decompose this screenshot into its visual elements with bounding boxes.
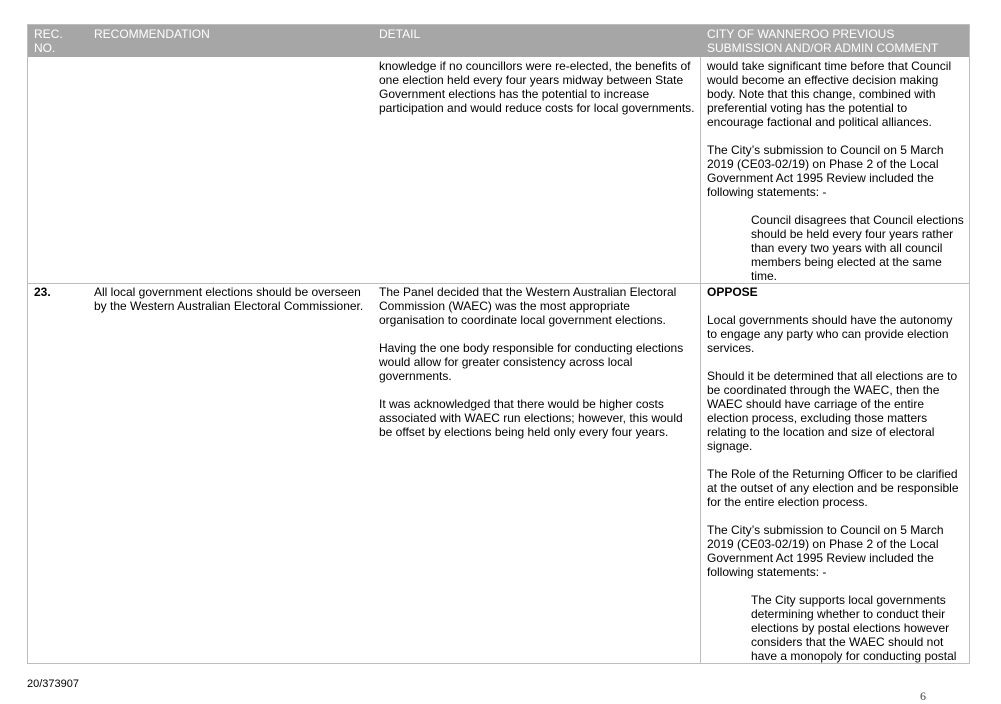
row2-rec-no: 23.: [34, 285, 51, 299]
row2-detail-p1: The Panel decided that the Western Australian Electoral Commission (WAEC) was the most appropriate organisation to coordinate local government elections.: [379, 285, 677, 327]
page-number: 6: [920, 689, 926, 703]
header-recommendation: RECOMMENDATION: [94, 27, 210, 41]
row2-detail: [379, 285, 697, 439]
row2-detail-p2: Having the one body responsible for conducting elections would allow for greater consistency across local governments.: [379, 341, 684, 383]
row1-comment-p2: The City’s submission to Council on 5 March 2019 (CE03-02/19) on Phase 2 of the Local Government Act 1995 Review included the following statements: -: [707, 143, 944, 199]
row2-comment-p1: Local governments should have the autonomy to engage any party who can provide election services.: [707, 313, 953, 355]
document-reference: 20/373907: [27, 678, 79, 690]
row1-detail: [379, 59, 697, 115]
row2-comment: [707, 285, 965, 663]
row2-comment-heading: OPPOSE: [707, 285, 758, 299]
row2-comment-quote: The City supports local governments determining whether to conduct their elections by postal elections however considers that the WAEC should not have a monopoly for conducting postal: [751, 593, 957, 663]
header-comment: CITY OF WANNEROO PREVIOUS SUBMISSION AND/OR ADMIN COMMENT: [707, 27, 939, 55]
row-divider: [28, 283, 969, 284]
row2-comment-p4: The City’s submission to Council on 5 March 2019 (CE03-02/19) on Phase 2 of the Local Government Act 1995 Review included the following statements: -: [707, 523, 944, 579]
row2-detail-p3: It was acknowledged that there would be higher costs associated with WAEC run elections; however, this would be offset by elections being held only every four years.: [379, 397, 683, 439]
row1-detail-text: knowledge if no councillors were re-elected, the benefits of one election held every four years midway between State Government elections has the potential to increase participation and would reduce costs for local governments.: [379, 59, 695, 115]
row2-comment-p3: The Role of the Returning Officer to be clarified at the outset of any election and be responsible for the entire election process.: [707, 467, 959, 509]
row1-comment-quote: Council disagrees that Council elections should be held every four years rather than every two years with all council members being elected at the same time.: [751, 213, 964, 283]
row2-comment-p2: Should it be determined that all elections are to be coordinated through the WAEC, then the WAEC should have carriage of the entire election process, excluding those matters relating to the location and size of electoral signage.: [707, 369, 958, 453]
column-divider: [700, 57, 701, 663]
row1-comment-p1: would take significant time before that Council would become an effective decision making body. Note that this change, combined with preferential voting has the potential to encourage factional and political alliances.: [707, 59, 952, 129]
header-rec-no: REC. NO.: [34, 27, 63, 55]
row1-comment: [707, 59, 965, 283]
row2-recommendation: All local government elections should be overseen by the Western Australian Electoral Commissioner.: [94, 285, 364, 313]
recommendations-table: [27, 24, 970, 664]
header-detail: DETAIL: [379, 27, 421, 41]
table-header: [28, 25, 969, 57]
